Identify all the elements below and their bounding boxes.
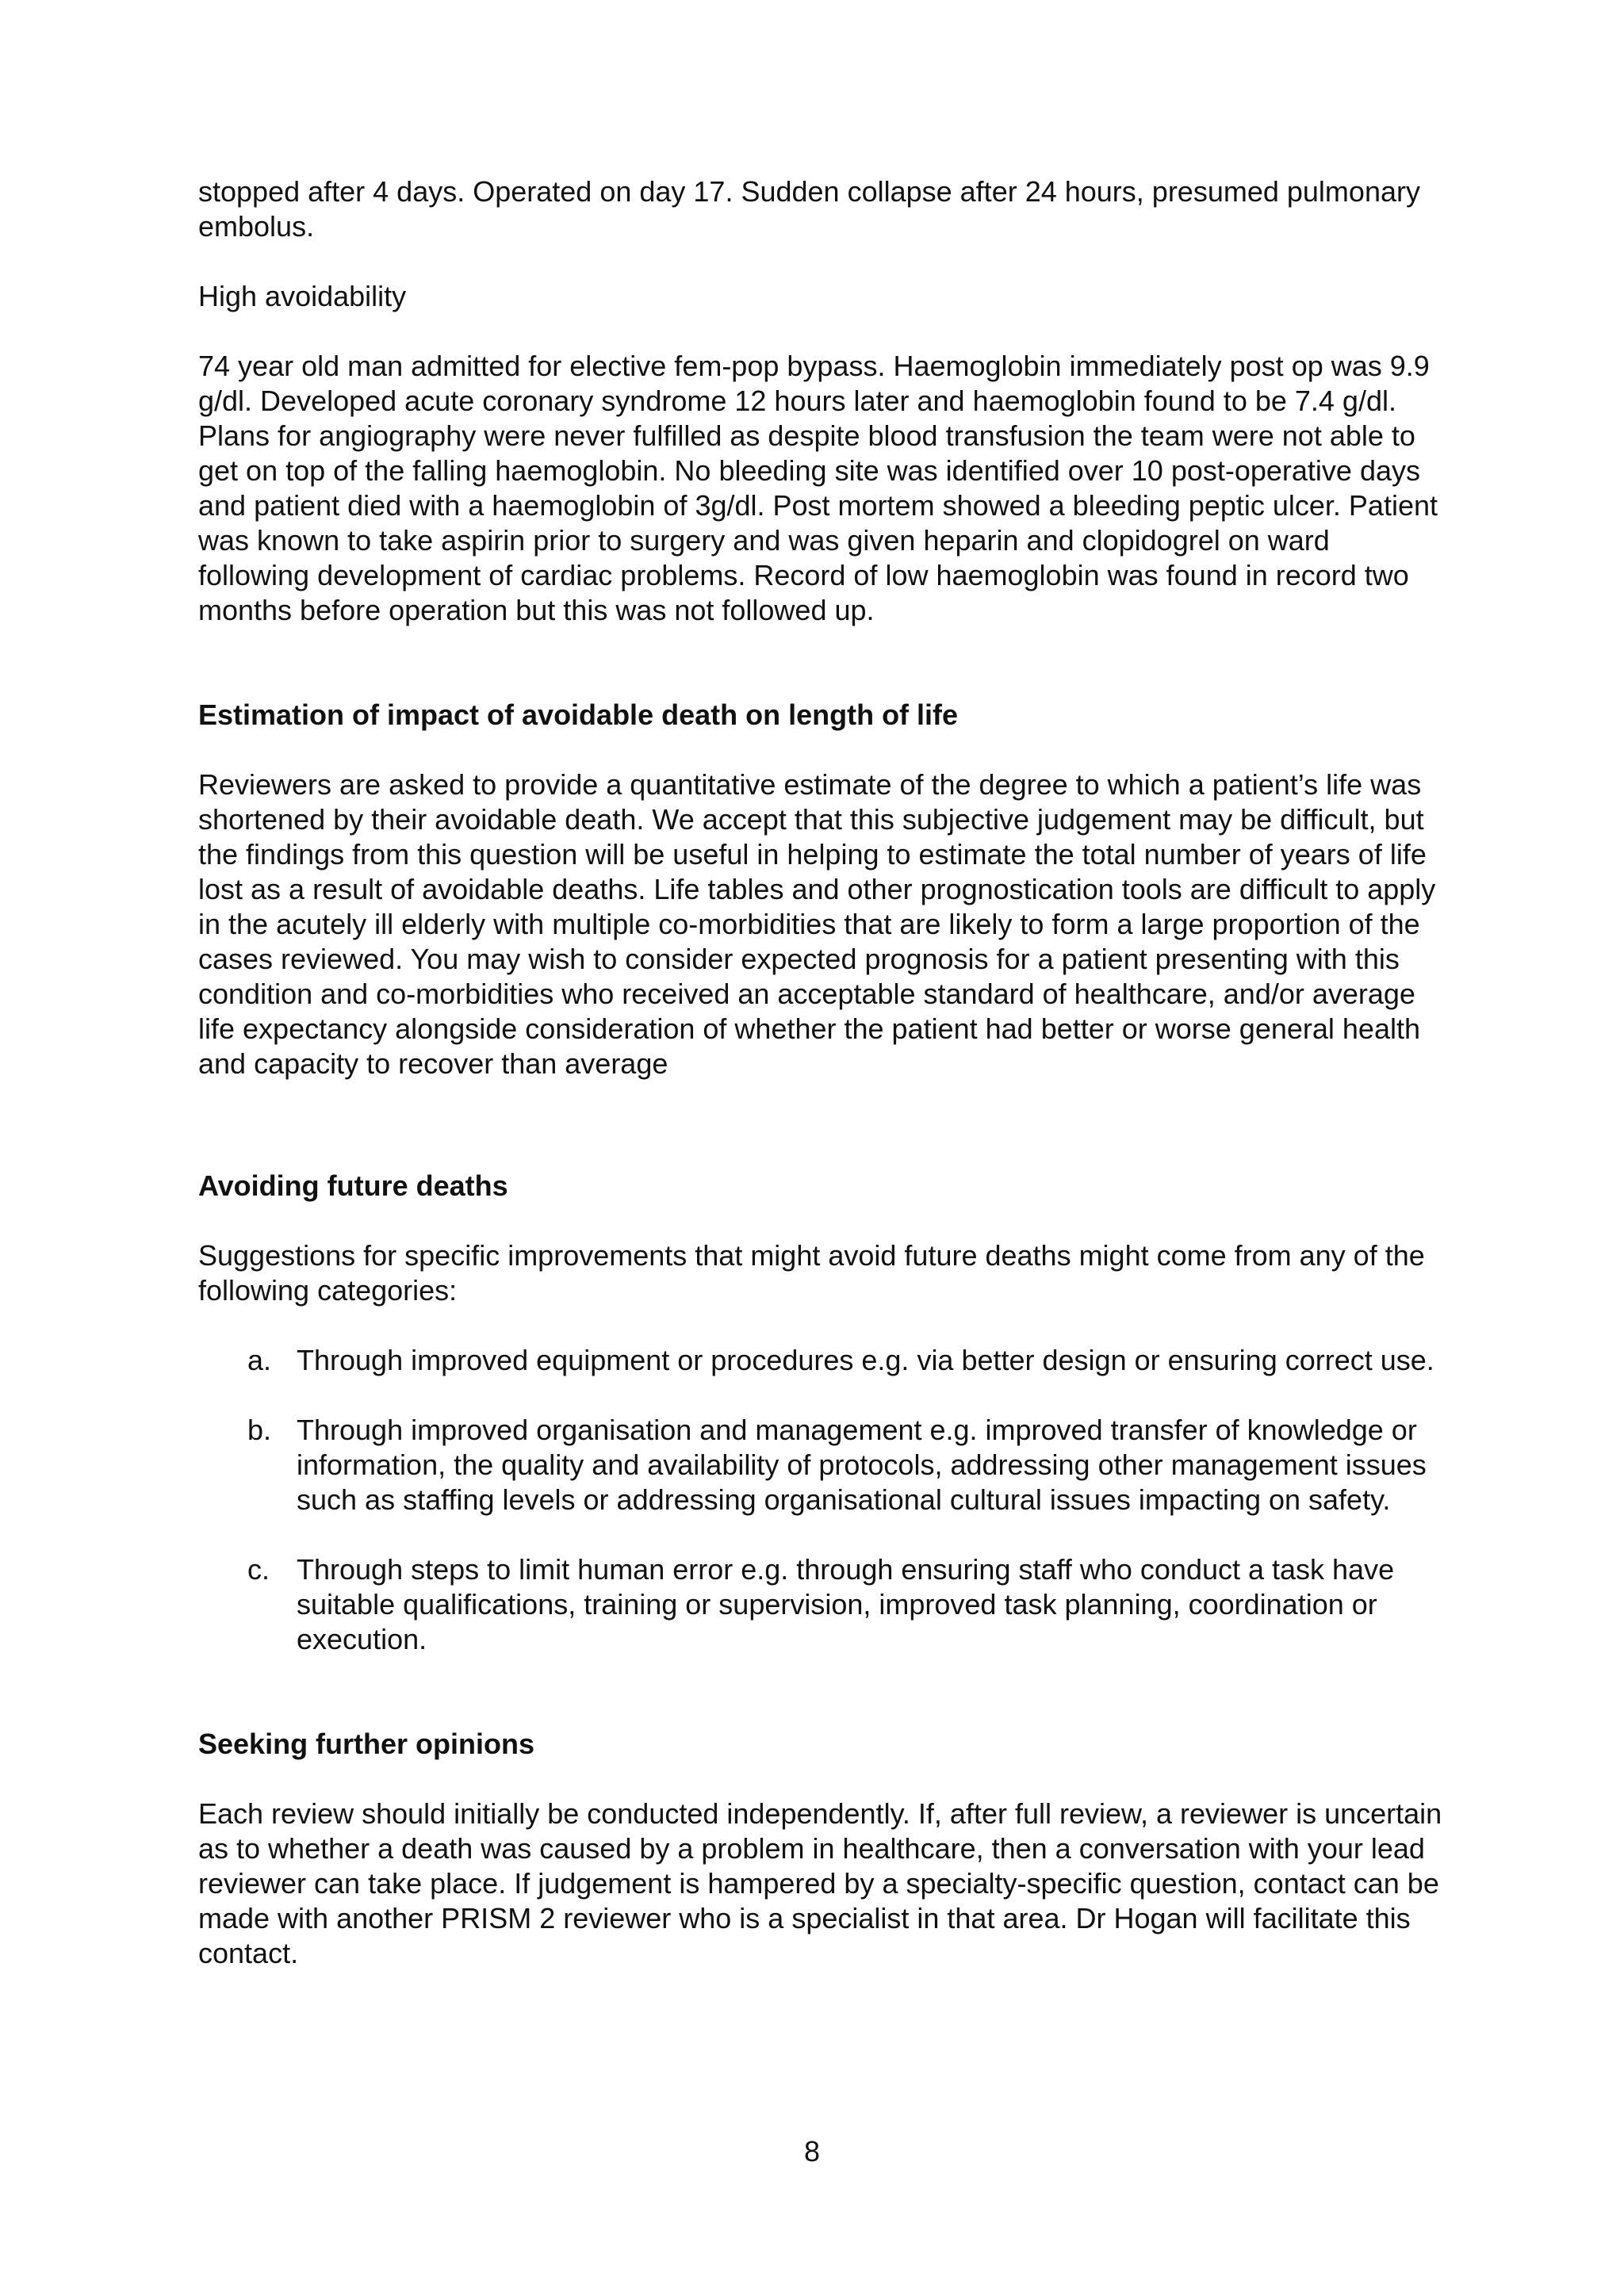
list-item [198,1552,1443,1657]
list-item-text: Through steps to limit human error e.g. through ensuring staff who conduct a task have suitable qualifications, training or supervision, improved task planning, coordination or execution. [297,1553,1395,1655]
section-intro-avoiding: Suggestions for specific improvements that might avoid future deaths might come from any of the following categories: [198,1239,1425,1307]
list-marker: a. [247,1344,272,1376]
page-number: 8 [803,2135,821,2168]
list-item-text: Through improved equipment or procedures e.g. via better design or ensuring correct use. [297,1344,1434,1376]
improvement-categories-list [198,1343,1443,1657]
list-item-text: Through improved organisation and management e.g. improved transfer of knowledge or information, the quality and availability of protocols, addressing other management issues such as staffing levels or addressing organisational cultural issues impacting on safety. [297,1414,1427,1516]
list-item [198,1413,1443,1517]
case-label: High avoidability [198,280,407,312]
section-body-opinions: Each review should initially be conducted independently. If, after full review, a reviewer is uncertain as to whether a death was caused by a problem in healthcare, then a conversation with your lead reviewer can take place. If judgement is hampered by a specialty-specific question, contact can be made with another PRISM 2 reviewer who is a specialist in that area. Dr Hogan will facilitate this contact. [198,1797,1442,1969]
list-marker: c. [247,1553,270,1586]
section-heading-avoiding: Avoiding future deaths [198,1169,508,1202]
list-item [198,1343,1443,1378]
list-marker: b. [247,1414,272,1446]
case-description: 74 year old man admitted for elective fem-pop bypass. Haemoglobin immediately post op was 9.9 g/dl. Developed acute coronary syndrome 12 hours later and haemoglobin found to be 7.4 g/dl. Plans for angiography were never fulfilled as despite blood transfusion the team were not able to get on top of the falling haemoglobin. No bleeding site was identified over 10 post-operative days and patient died with a haemoglobin of 3g/dl. Post mortem showed a bleeding peptic ulcer. Patient was known to take aspirin prior to surgery and was given heparin and clopidogrel on ward following development of cardiac problems. Record of low haemoglobin was found in record two months before operation but this was not followed up. [198,350,1438,626]
section-body-estimation: Reviewers are asked to provide a quantitative estimate of the degree to which a patient’s life was shortened by their avoidable death. We accept that this subjective judgement may be difficult, but the findings from this question will be useful in helping to estimate the total number of years of life lost as a result of avoidable deaths. Life tables and other prognostication tools are difficult to apply in the acutely ill elderly with multiple co-morbidities that are likely to form a large proportion of the cases reviewed. You may wish to consider expected prognosis for a patient presenting with this condition and co-morbidities who received an acceptable standard of healthcare, and/or average life expectancy alongside consideration of whether the patient had better or worse general health and capacity to recover than average [198,768,1436,1080]
section-heading-opinions: Seeking further opinions [198,1728,535,1760]
document-page [198,174,1443,1971]
section-heading-estimation: Estimation of impact of avoidable death on length of life [198,698,959,731]
continued-case-text: stopped after 4 days. Operated on day 17. Sudden collapse after 24 hours, presumed pulmonary embolus. [198,175,1420,243]
